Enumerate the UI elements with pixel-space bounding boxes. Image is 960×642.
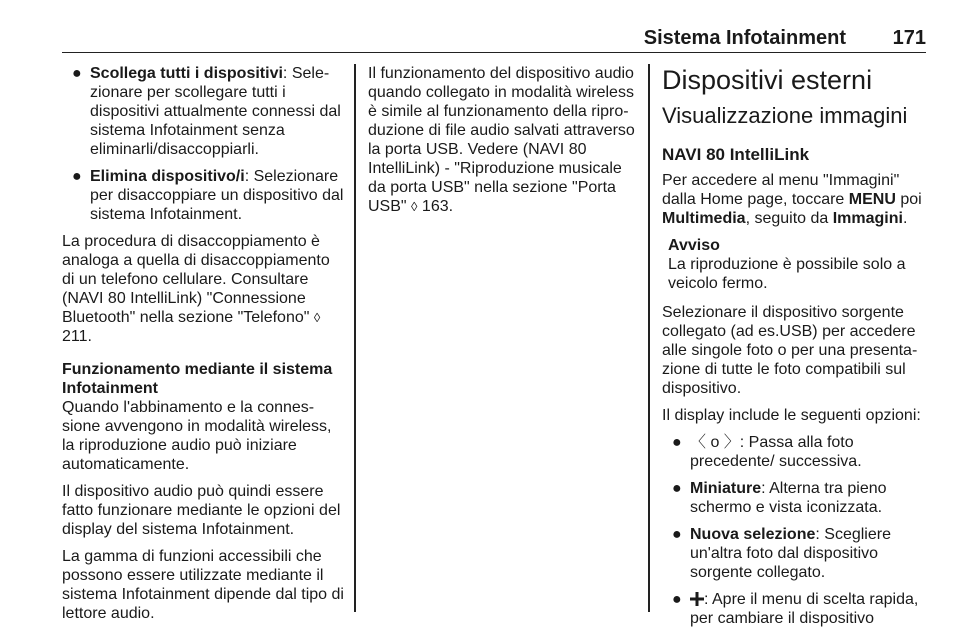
paragraph: La gamma di funzioni accessibili che possono essere utilizzate mediante il sistema Infotainment dipende dal tipo di lettore audio. bbox=[62, 548, 344, 622]
bullet-dot: ● bbox=[672, 480, 682, 497]
paragraph: Selezionare il dispositivo sorgente collegato (ad es.USB) per accedere alle singole foto o per una presentazione di tutte le foto compatibili sul dispositivo. bbox=[662, 304, 918, 397]
paragraph bbox=[62, 232, 344, 346]
text: poi bbox=[895, 191, 922, 208]
bullet-item bbox=[62, 167, 344, 224]
bullet-dot: ● bbox=[672, 591, 682, 608]
option-name: Scollega tutti i dispositivi bbox=[90, 65, 283, 82]
page-ref-arrow-icon: ◊ bbox=[411, 199, 418, 214]
column-1 bbox=[62, 64, 344, 631]
bullet-item bbox=[662, 525, 928, 582]
paragraph-text: La procedura di disaccoppiamento è analoga a quella di disaccoppiamento di un telefono cellulare. Consultare (NAVI 80 IntelliLink) "Connessione Bluetooth" nella sezione "Telefono" bbox=[62, 233, 330, 326]
subheading bbox=[62, 360, 344, 398]
notice-box bbox=[662, 236, 928, 293]
option-description: : Selezionare per scollegare tutti i dispositivi attualmente connessi dal sistema Infotainment senza eliminarli/disaccoppiarli. bbox=[90, 65, 341, 158]
paragraph bbox=[662, 171, 928, 228]
multimedia-label: Multimedia bbox=[662, 210, 746, 227]
option-description: : Apre il menu di scelta rapida, per cambiare il dispositivo bbox=[690, 591, 919, 627]
paragraph bbox=[368, 64, 636, 216]
paragraph-text: Il funzionamento del dispositivo audio quando collegato in modalità wireless è simile al funzionamento della riproduzione di file audio salvati attraverso la porta USB. Vedere (NAVI 80 IntelliLink) - "Riproduzione musicale da porta USB" nella sezione "Porta USB" bbox=[368, 65, 635, 215]
subheading-text: Funzionamento mediante il sistema Infotainment bbox=[62, 361, 333, 397]
system-heading: NAVI 80 IntelliLink bbox=[662, 145, 810, 164]
immagini-label: Immagini bbox=[832, 210, 903, 227]
bullet-dot: ● bbox=[672, 526, 682, 543]
notice-title: Avviso bbox=[668, 237, 720, 254]
column-divider-left bbox=[354, 64, 356, 612]
option-description: 〈 o 〉: Passa alla foto precedente/ successiva. bbox=[690, 434, 862, 470]
text: Per accedere al menu "Immagini" dalla Home page, toccare bbox=[662, 172, 900, 208]
page-number: 171 bbox=[892, 27, 926, 49]
menu-label: MENU bbox=[848, 191, 896, 208]
bullet-dot: ● bbox=[672, 434, 682, 451]
bullet-dot: ● bbox=[72, 168, 82, 185]
bullet-dot: ● bbox=[72, 65, 82, 82]
paragraph: Il display include le seguenti opzioni: bbox=[662, 407, 921, 424]
paragraph: Il dispositivo audio può quindi essere fatto funzionare mediante le opzioni del display del sistema Infotainment. bbox=[62, 483, 341, 538]
option-name: Nuova selezione bbox=[690, 526, 816, 543]
page-ref-arrow-icon: ◊ bbox=[313, 310, 321, 325]
text: , seguito da bbox=[745, 210, 833, 227]
option-name: Elimina dispositivo/i bbox=[90, 168, 245, 185]
paragraph: Quando l'abbinamento e la connessione avvengono in modalità wireless, la riproduzione audio può iniziare automaticamente. bbox=[62, 399, 332, 473]
page-header bbox=[62, 22, 926, 53]
text: . bbox=[902, 210, 908, 227]
column-3 bbox=[662, 64, 928, 636]
bullet-item bbox=[662, 433, 928, 471]
option-description: : Scegliere un'altra foto dal dispositivo sorgente collegato. bbox=[690, 526, 891, 581]
option-name: Miniature bbox=[690, 480, 762, 497]
column-divider-right bbox=[648, 64, 650, 612]
bullet-item bbox=[662, 479, 928, 517]
option-description: : Alterna tra pieno schermo e vista iconizzata. bbox=[690, 480, 887, 516]
notice-text: La riproduzione è possibile solo a veicolo fermo. bbox=[668, 256, 906, 292]
bullet-item bbox=[62, 64, 344, 159]
section-title: Dispositivi esterni bbox=[662, 65, 873, 95]
subsection-title: Visualizzazione immagini bbox=[662, 103, 908, 128]
column-2 bbox=[368, 64, 636, 224]
option-description: : Selezionare per disaccoppiare un dispositivo dal sistema Infotainment. bbox=[90, 168, 344, 223]
bullet-item bbox=[662, 590, 928, 628]
page-ref: 211. bbox=[62, 328, 92, 345]
plus-icon bbox=[690, 592, 704, 606]
header-title: Sistema Infotainment bbox=[643, 27, 846, 49]
page-ref: 163. bbox=[417, 198, 454, 215]
